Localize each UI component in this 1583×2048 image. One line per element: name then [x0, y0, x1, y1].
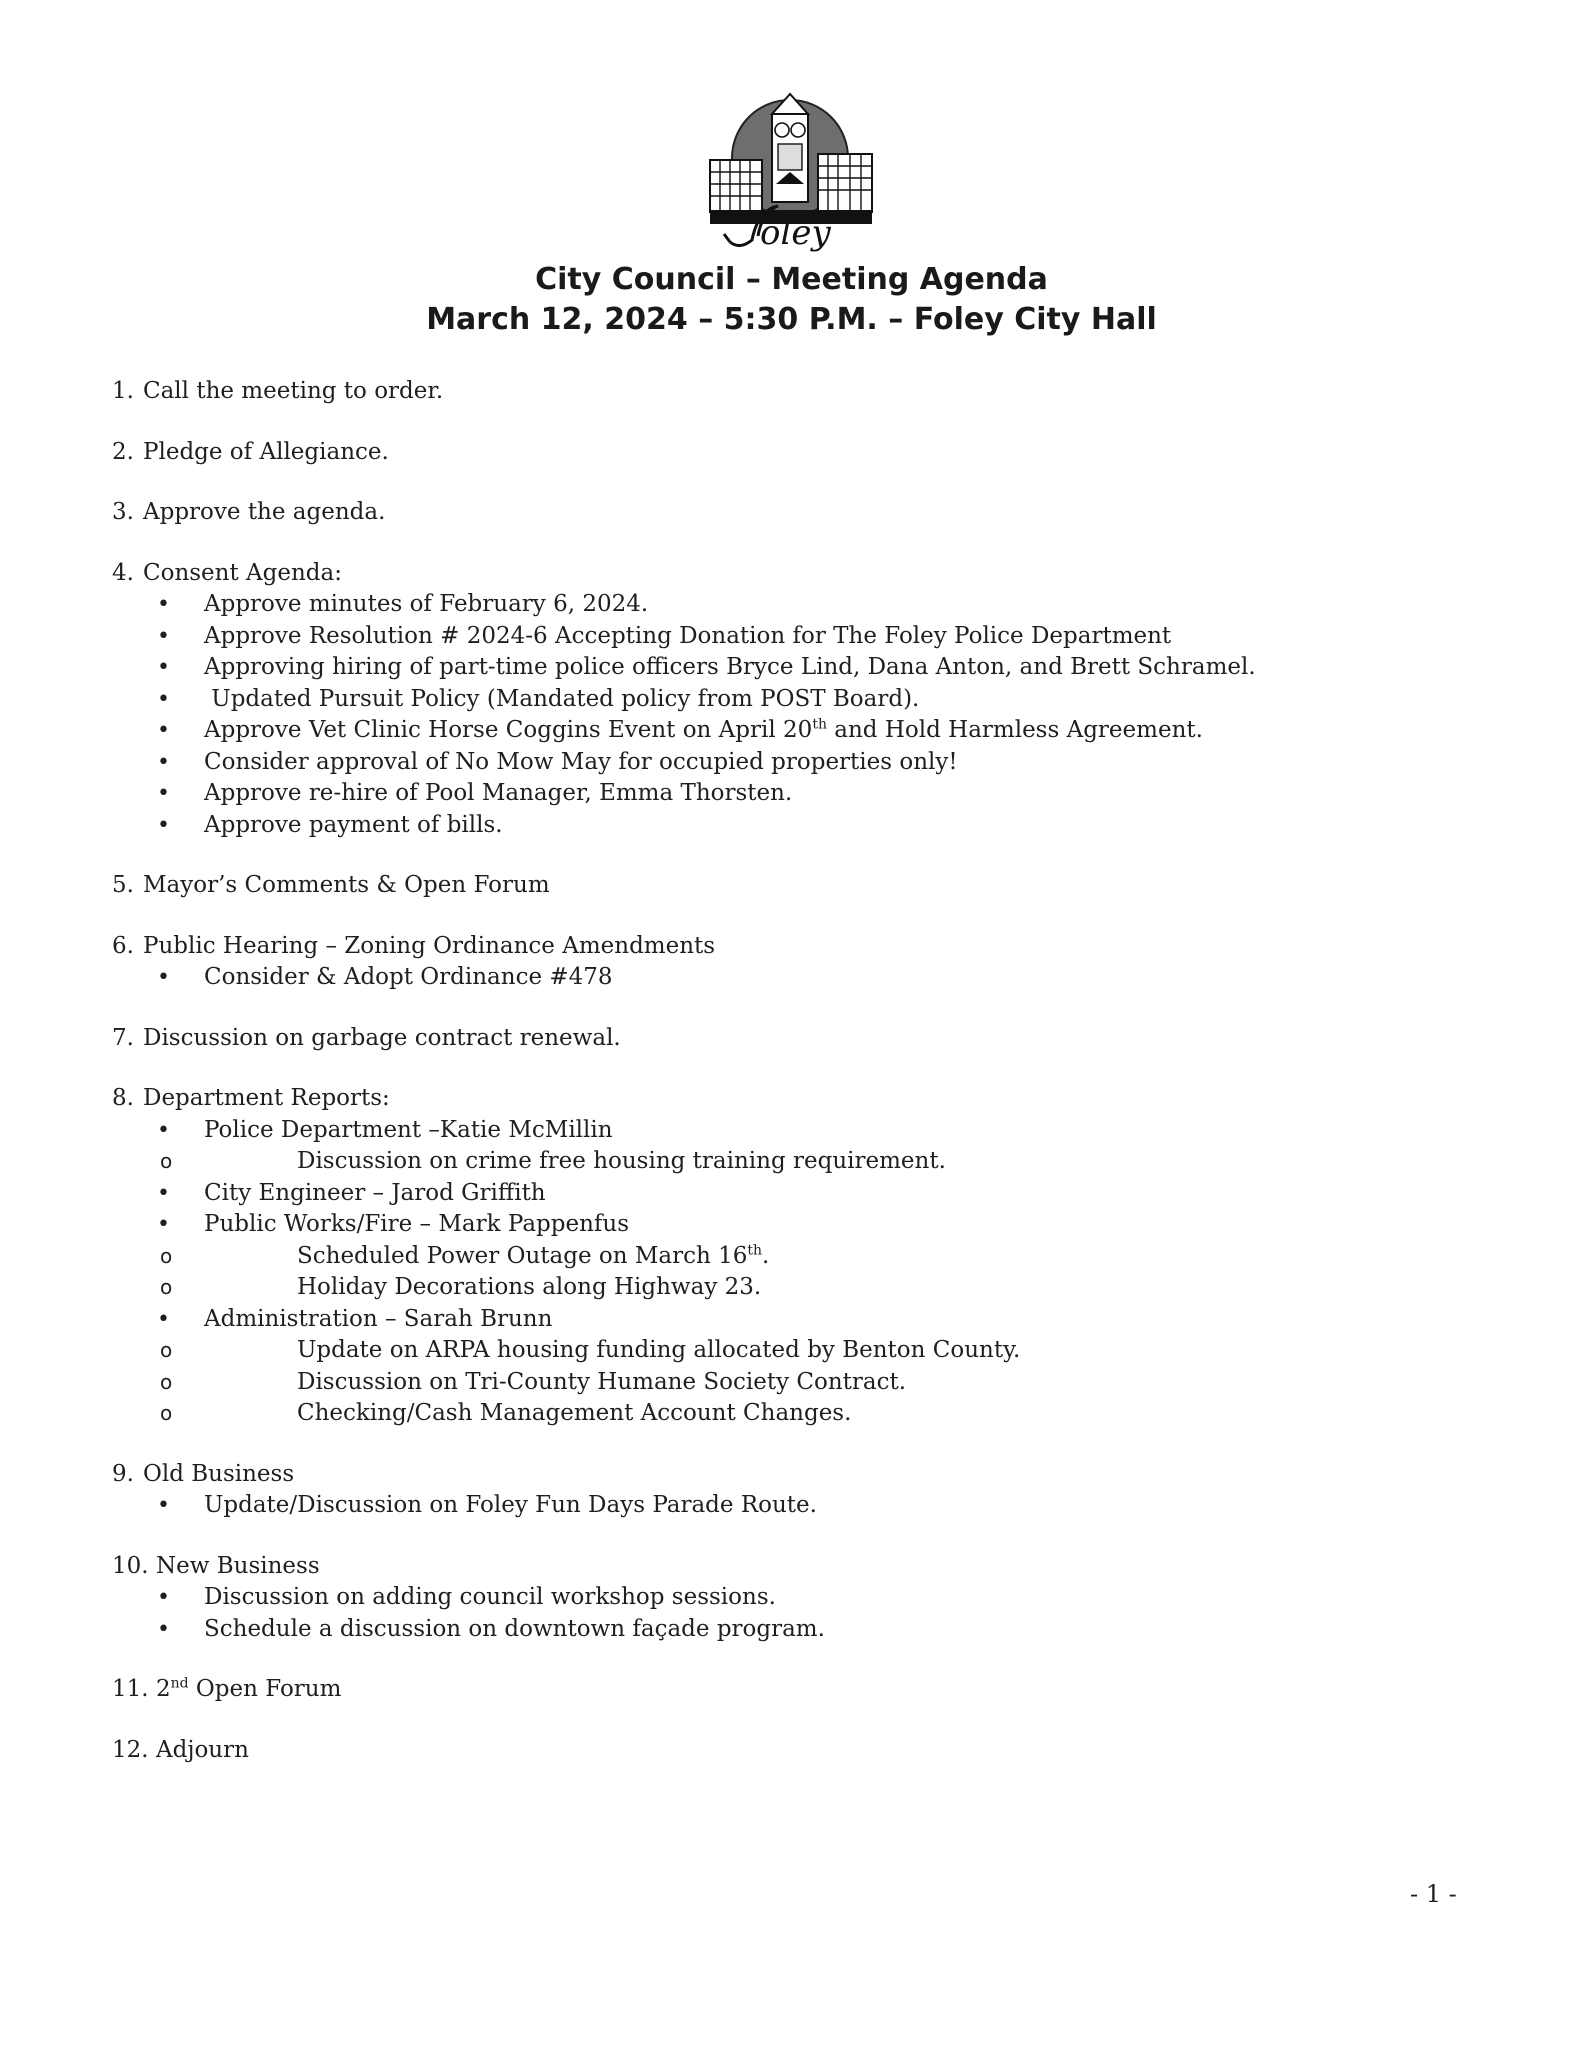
bullet-item: • Approve Resolution # 2024-6 Accepting Donation for The Foley Police Department: [112, 621, 1442, 653]
item-number: 11.: [112, 1676, 149, 1702]
item-text: Public Hearing – Zoning Ordinance Amendments: [143, 932, 716, 959]
sub-bullet-item: o Checking/Cash Management Account Changes.: [112, 1398, 1442, 1430]
consent-bullets: [112, 589, 1442, 841]
agenda-list: [112, 376, 1442, 1795]
agenda-item: [112, 437, 1442, 469]
item-number: 10.: [112, 1552, 149, 1579]
agenda-item: [112, 1551, 1442, 1646]
item-text: Adjourn: [156, 1736, 249, 1763]
page-number: - 1 -: [1410, 1880, 1457, 1908]
hearing-bullets: [112, 962, 1442, 994]
item-text: Mayor’s Comments & Open Forum: [143, 872, 550, 898]
item-number: 6.: [112, 932, 134, 959]
bullet-item: • Update/Discussion on Foley Fun Days Parade Route.: [112, 1490, 1442, 1522]
item-number: 12.: [112, 1736, 149, 1763]
sub-bullets: [112, 1335, 1442, 1430]
sub-bullet-item: o Update on ARPA housing funding allocated by Benton County.: [112, 1335, 1442, 1367]
bullet-item: • Consider & Adopt Ordinance #478: [112, 962, 1442, 994]
item-text: Pledge of Allegiance.: [143, 438, 389, 465]
item-number: 1.: [112, 378, 134, 404]
agenda-item: [112, 497, 1442, 529]
agenda-item: [112, 1674, 1442, 1706]
sub-bullet-item: o Discussion on crime free housing training requirement.: [112, 1146, 1442, 1178]
item-text: Call the meeting to order.: [143, 378, 444, 404]
agenda-item: [112, 931, 1442, 994]
item-text: Discussion on garbage contract renewal.: [143, 1024, 621, 1051]
department-label: Police Department –Katie McMillin: [204, 1116, 613, 1143]
item-number: 5.: [112, 872, 134, 898]
item-number: 8.: [112, 1085, 134, 1111]
agenda-item: [112, 870, 1442, 902]
bullet-item: • Approve payment of bills.: [112, 810, 1442, 842]
bullet-item: [112, 1178, 1442, 1210]
bullet-item: • Approving hiring of part-time police officers Bryce Lind, Dana Anton, and Brett Schramel.: [112, 652, 1442, 684]
new-business-bullets: [112, 1582, 1442, 1645]
agenda-item: [112, 1459, 1442, 1522]
item-text: Department Reports:: [143, 1085, 390, 1111]
item-number: 7.: [112, 1024, 134, 1051]
department-bullets: [112, 1115, 1442, 1430]
item-number: 9.: [112, 1460, 134, 1487]
bullet-item: [112, 1115, 1442, 1178]
bullet-item: [112, 1209, 1442, 1304]
meeting-date-location: March 12, 2024 – 5:30 P.M. – Foley City Hall: [426, 302, 1157, 337]
item-number: 2.: [112, 438, 134, 465]
sub-bullets: [112, 1146, 1442, 1178]
bullet-item: • Schedule a discussion on downtown façade program.: [112, 1614, 1442, 1646]
sub-bullet-item: o Discussion on Tri-County Humane Society Contract.: [112, 1367, 1442, 1399]
department-label: City Engineer – Jarod Griffith: [204, 1179, 546, 1206]
page-title: City Council – Meeting Agenda: [535, 262, 1048, 297]
item-text: 2nd Open Forum: [156, 1675, 342, 1702]
department-label: Administration – Sarah Brunn: [204, 1305, 553, 1332]
agenda-item: [112, 376, 1442, 408]
foley-clock-tower-logo: [700, 92, 880, 252]
agenda-item-department-reports: [112, 1083, 1442, 1430]
bullet-item: • Approve re-hire of Pool Manager, Emma Thorsten.: [112, 778, 1442, 810]
old-business-bullets: [112, 1490, 1442, 1522]
bullet-item: • Approve minutes of February 6, 2024.: [112, 589, 1442, 621]
agenda-item-consent: [112, 558, 1442, 842]
bullet-item: • Discussion on adding council workshop sessions.: [112, 1582, 1442, 1614]
sub-bullet-item: o Holiday Decorations along Highway 23.: [112, 1272, 1442, 1304]
item-text: New Business: [156, 1552, 320, 1579]
bullet-item: • Approve Vet Clinic Horse Coggins Event on April 20th and Hold Harmless Agreement.: [112, 715, 1442, 747]
sub-bullets: [112, 1241, 1442, 1304]
sub-bullet-item: o Scheduled Power Outage on March 16th.: [112, 1241, 1442, 1273]
item-text: Old Business: [143, 1460, 295, 1487]
item-text: Approve the agenda.: [143, 499, 386, 525]
bullet-item: [112, 1304, 1442, 1430]
bullet-item: • Updated Pursuit Policy (Mandated policy from POST Board).: [112, 684, 1442, 716]
svg-text:oley: oley: [760, 213, 831, 252]
item-text: Consent Agenda:: [143, 559, 342, 586]
agenda-item: [112, 1735, 1442, 1767]
item-number: 3.: [112, 499, 134, 525]
title-block: [0, 260, 1583, 340]
department-label: Public Works/Fire – Mark Pappenfus: [204, 1211, 630, 1237]
bullet-item: • Consider approval of No Mow May for occupied properties only!: [112, 747, 1442, 779]
agenda-item: [112, 1023, 1442, 1055]
item-number: 4.: [112, 559, 134, 586]
